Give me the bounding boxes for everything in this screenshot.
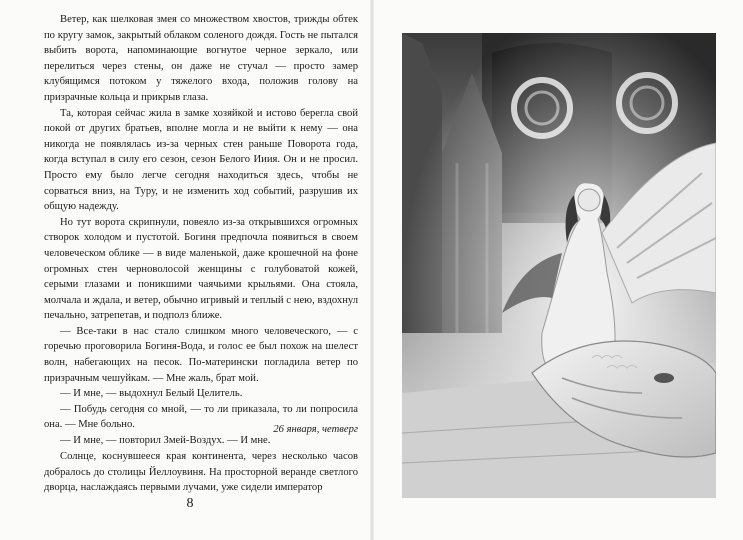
illustration — [402, 33, 716, 498]
goddess-and-dragon-illustration — [402, 33, 716, 498]
paragraph: Та, которая сейчас жила в замке хозяйкой и истово берегла свой покой от других братьев, вполне могла и не выйти к нему — она никогда не появлялась из-за черных стен раньше Поворота года, когда вступал в силу его сезон, сезон Белого Ииия. Он и не просил. Просто ему было легче сегодня находиться здесь, чтобы не сорваться вниз, на Туру, и не изменить ход событий, разрушив их общую надежду. — [44, 107, 358, 213]
dialog-line: — И мне, — выдохнул Белый Целитель. — [60, 388, 243, 400]
date-heading: 26 января, четверг — [273, 424, 358, 435]
paragraph: Но тут ворота скрипнули, повеяло из-за открывшихся огромных створок холодом и пустотой. Богиня предпочла появиться в своем человеческом облике — в виде маленькой, даже крошечной на фоне огромных стен черноволосой женщины с голубоватой кожей, серыми глазами и поникшими чаячьими крыльями. Она стояла, молчала и ждала, и ветер, обычно игривый и теплый с нею, вздохнул печально, затрепетав, и подполз ближе. — [44, 216, 358, 322]
dialog-line: — Все-таки в нас стало слишком много человеческого, — с горечью проговорила Богиня-Вода, и голос ее был похож на шелест волн, набегающих на песок. По-матерински погладила ветер по призрачным чешуйкам. — Мне жаль, брат мой. — [44, 325, 358, 384]
right-page — [374, 0, 743, 540]
section-text — [44, 449, 358, 496]
dialog-line: — И мне, — повторил Змей-Воздух. — И мне. — [60, 435, 271, 447]
paragraph: Солнце, коснувшееся края континента, через несколько часов добралось до столицы Йеллоувиня. На просторной веранде светлого дворца, наслаждаясь первыми лучами, уже сидели император — [44, 451, 358, 494]
paragraph: Ветер, как шелковая змея со множеством хвостов, трижды обтек по кругу замок, закрытый облаком соленого дождя. Гость не пытался выбить ворота, напоминающие вогнутое черное зеркало, или перелиться через стены, он даже не стучал — просто замер клубящимся потоком у тяжелого входа, положив голову на призрачные кольца и прикрыв глаза. — [44, 14, 358, 103]
page-number: 8 — [186, 496, 194, 511]
main-text — [44, 12, 358, 449]
dialog-line: — Побудь сегодня со мной, — то ли приказала, то ли попросила она. — Мне больно. — [44, 403, 358, 431]
